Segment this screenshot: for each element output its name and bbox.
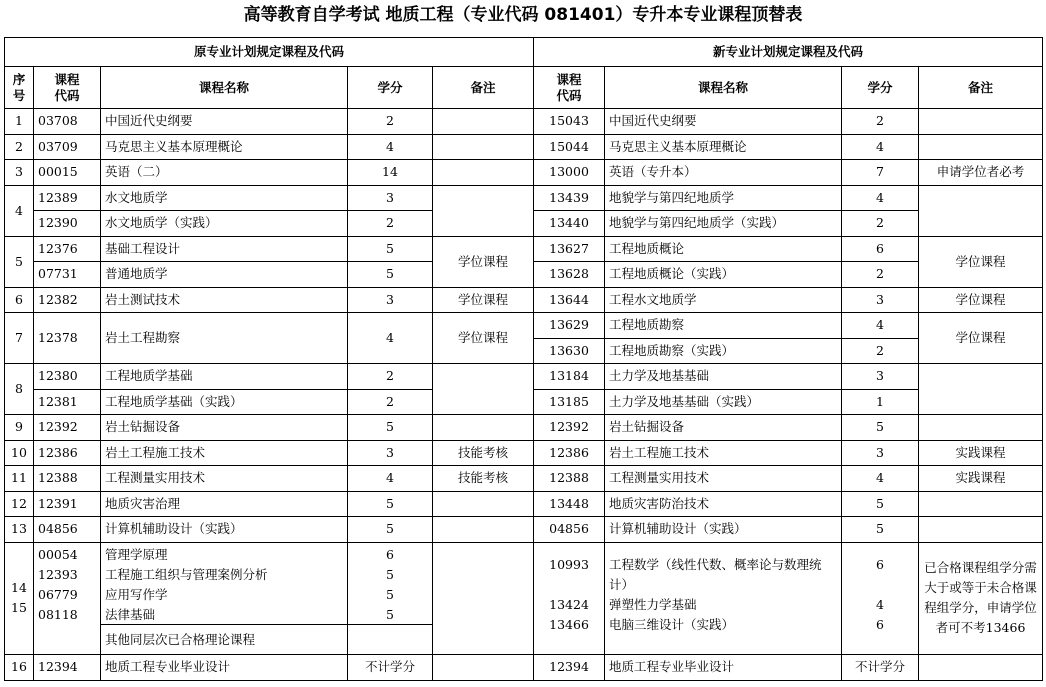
new-credit: 2 [842,109,919,135]
new-note [919,134,1043,160]
old-credit: 2 [348,364,433,390]
new-credit: 3 [842,364,919,390]
new-note: 学位课程 [919,313,1043,364]
new-code: 13440 [534,211,605,237]
new-name: 土力学及地基基础（实践） [605,389,842,415]
old-note: 学位课程 [433,236,534,287]
old-name: 工程地质学基础（实践） [101,389,348,415]
old-credit: 5 [348,491,433,517]
old-credit: 4 [348,466,433,492]
new-credit: 2 [842,262,919,288]
old-name: 水文地质学 [101,185,348,211]
new-name: 地质灾害防治技术 [605,491,842,517]
new-note: 实践课程 [919,466,1043,492]
new-code: 13185 [534,389,605,415]
table-row [5,654,1043,680]
row-seq: 5 [5,236,34,287]
col-new-code: 课程代码 [534,67,605,109]
old-note [433,542,534,654]
old-name: 中国近代史纲要 [101,109,348,135]
new-name: 计算机辅助设计（实践） [605,517,842,543]
row-seq: 2 [5,134,34,160]
new-name: 工程地质勘察 [605,313,842,339]
row-seq: 11 [5,466,34,492]
new-name: 地质工程专业毕业设计 [605,654,842,680]
old-code: 12388 [34,466,101,492]
row-seq: 10 [5,440,34,466]
old-code: 12389 [34,185,101,211]
row-seq: 7 [5,313,34,364]
new-name: 地貌学与第四纪地质学（实践） [605,211,842,237]
new-name: 中国近代史纲要 [605,109,842,135]
col-new-credit: 学分 [842,67,919,109]
old-code: 00015 [34,160,101,186]
old-note [433,364,534,415]
old-name: 地质灾害治理 [101,491,348,517]
table-row [5,313,1043,339]
new-code: 13439 [534,185,605,211]
old-code: 12392 [34,415,101,441]
old-code: 12376 [34,236,101,262]
new-code: 12386 [534,440,605,466]
new-name: 岩土工程施工技术 [605,440,842,466]
old-credit: 5 [348,517,433,543]
new-note [919,517,1043,543]
old-plan-header: 原专业计划规定课程及代码 [5,38,534,67]
table-row [5,160,1043,186]
new-credit: 3 [842,440,919,466]
new-name: 岩土钻掘设备 [605,415,842,441]
row-seq: 3 [5,160,34,186]
old-note: 学位课程 [433,313,534,364]
col-new-name: 课程名称 [605,67,842,109]
new-note [919,364,1043,415]
col-old-note: 备注 [433,67,534,109]
old-credits: 6 5 5 5 [348,542,433,654]
old-credit: 3 [348,287,433,313]
new-name: 工程测量实用技术 [605,466,842,492]
new-credit: 5 [842,415,919,441]
col-seq: 序号 [5,67,34,109]
old-credit: 4 [348,134,433,160]
old-note [433,517,534,543]
new-note: 学位课程 [919,236,1043,287]
old-note: 技能考核 [433,440,534,466]
col-new-note: 备注 [919,67,1043,109]
table-row [5,287,1043,313]
row-seq: 4 [5,185,34,236]
new-credit: 4 [842,466,919,492]
new-name: 土力学及地基基础 [605,364,842,390]
new-code: 13628 [534,262,605,288]
new-credit: 1 [842,389,919,415]
old-name: 计算机辅助设计（实践） [101,517,348,543]
old-extra: 其他同层次已合格理论课程 [101,624,347,654]
old-code: 12378 [34,313,101,364]
old-code: 12394 [34,654,101,680]
old-code: 12380 [34,364,101,390]
new-code: 13000 [534,160,605,186]
table-row [5,364,1043,390]
new-code: 13644 [534,287,605,313]
old-credit: 5 [348,236,433,262]
old-name: 岩土测试技术 [101,287,348,313]
old-credit: 3 [348,440,433,466]
row-seq: 9 [5,415,34,441]
old-credit: 3 [348,185,433,211]
old-names: 管理学原理 工程施工组织与管理案例分析 应用写作学 法律基础 其他同层次已合格理论课程 [101,542,348,654]
row-seq: 1 [5,109,34,135]
new-note [919,415,1043,441]
old-note [433,185,534,236]
table-row [5,185,1043,211]
old-name: 普通地质学 [101,262,348,288]
new-code: 13627 [534,236,605,262]
table-row [5,517,1043,543]
old-name: 马克思主义基本原理概论 [101,134,348,160]
new-credit: 7 [842,160,919,186]
old-code: 12382 [34,287,101,313]
row-seq: 16 [5,654,34,680]
new-credit: 5 [842,517,919,543]
new-name: 工程地质概论 [605,236,842,262]
new-name: 工程地质概论（实践） [605,262,842,288]
new-note: 学位课程 [919,287,1043,313]
table-row [5,109,1043,135]
old-code: 03708 [34,109,101,135]
old-note [433,415,534,441]
old-name: 工程地质学基础 [101,364,348,390]
new-name: 工程地质勘察（实践） [605,338,842,364]
row-seq: 13 [5,517,34,543]
new-note: 申请学位者必考 [919,160,1043,186]
row-seq: 8 [5,364,34,415]
old-note: 学位课程 [433,287,534,313]
new-name: 地貌学与第四纪地质学 [605,185,842,211]
old-name: 基础工程设计 [101,236,348,262]
new-name: 英语（专升本） [605,160,842,186]
old-code: 12391 [34,491,101,517]
old-note: 技能考核 [433,466,534,492]
new-code: 13630 [534,338,605,364]
course-substitution-table [4,37,1043,681]
old-name: 岩土工程施工技术 [101,440,348,466]
new-credit: 5 [842,491,919,517]
old-credit: 2 [348,389,433,415]
old-credit: 2 [348,211,433,237]
old-note [433,491,534,517]
new-name: 马克思主义基本原理概论 [605,134,842,160]
new-credit: 不计学分 [842,654,919,680]
old-name: 工程测量实用技术 [101,466,348,492]
old-name: 英语（二） [101,160,348,186]
new-credit: 2 [842,338,919,364]
old-note [433,109,534,135]
new-code: 15044 [534,134,605,160]
new-code: 04856 [534,517,605,543]
col-old-credit: 学分 [348,67,433,109]
old-credit: 不计学分 [348,654,433,680]
new-credits: 6 4 6 [842,542,919,654]
row-seq: 14 15 [5,542,34,654]
row-seq: 6 [5,287,34,313]
old-note [433,654,534,680]
new-code: 12394 [534,654,605,680]
old-credit: 14 [348,160,433,186]
new-code: 15043 [534,109,605,135]
old-note [433,160,534,186]
new-note [919,185,1043,236]
table-row [5,415,1043,441]
new-credit: 2 [842,211,919,237]
table-row [5,491,1043,517]
old-code: 04856 [34,517,101,543]
old-code: 12390 [34,211,101,237]
old-credit: 5 [348,415,433,441]
new-code: 12388 [534,466,605,492]
table-row [5,466,1043,492]
table-row [5,542,1043,654]
table-row [5,134,1043,160]
new-codes: 10993 13424 13466 [534,542,605,654]
old-codes: 00054 12393 06779 08118 [34,542,101,654]
new-credit: 4 [842,134,919,160]
old-credit: 4 [348,313,433,364]
col-old-name: 课程名称 [101,67,348,109]
new-note: 实践课程 [919,440,1043,466]
table-row [5,440,1043,466]
new-note [919,654,1043,680]
new-note [919,109,1043,135]
old-code: 12386 [34,440,101,466]
old-code: 07731 [34,262,101,288]
old-name: 岩土钻掘设备 [101,415,348,441]
new-name: 工程水文地质学 [605,287,842,313]
new-names: 工程数学（线性代数、概率论与数理统计） 弹塑性力学基础 电脑三维设计（实践） [605,542,842,654]
table-row [5,236,1043,262]
new-plan-header: 新专业计划规定课程及代码 [534,38,1043,67]
new-code: 12392 [534,415,605,441]
new-code: 13448 [534,491,605,517]
old-credit: 5 [348,262,433,288]
old-name: 水文地质学（实践） [101,211,348,237]
old-note [433,134,534,160]
page-title: 高等教育自学考试 地质工程（专业代码 081401）专升本专业课程顶替表 [243,5,803,25]
new-credit: 4 [842,313,919,339]
col-old-code: 课程代码 [34,67,101,109]
new-credit: 6 [842,236,919,262]
new-credit: 3 [842,287,919,313]
old-code: 03709 [34,134,101,160]
new-credit: 4 [842,185,919,211]
new-note: 已合格课程组学分需大于或等于未合格课程组学分，申请学位者可不考13466 [919,542,1043,654]
old-name: 岩土工程勘察 [101,313,348,364]
old-credit: 2 [348,109,433,135]
new-note [919,491,1043,517]
old-code: 12381 [34,389,101,415]
row-seq: 12 [5,491,34,517]
old-name: 地质工程专业毕业设计 [101,654,348,680]
new-code: 13629 [534,313,605,339]
new-code: 13184 [534,364,605,390]
